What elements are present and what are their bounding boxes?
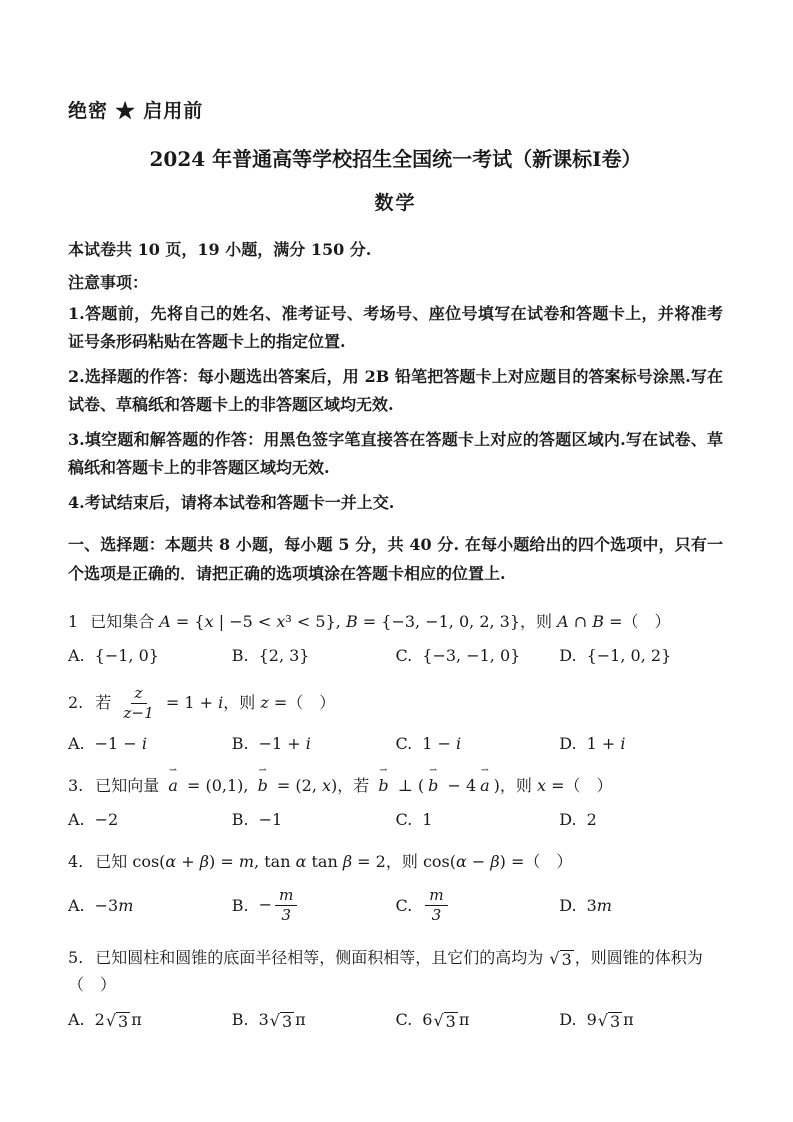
text-run: （ ） bbox=[622, 611, 671, 631]
math-run: 2 bbox=[94, 1009, 105, 1029]
text-run: ，若 bbox=[337, 775, 375, 795]
fraction-numerator: m bbox=[275, 886, 297, 906]
math-run: 3 bbox=[586, 896, 597, 916]
text-run: ，则圆锥的体积为（ ） bbox=[68, 948, 703, 995]
fraction-numerator: z bbox=[131, 684, 147, 704]
vector-symbol: b bbox=[378, 775, 389, 795]
math-run: {−3, −1, 0} bbox=[422, 645, 521, 665]
text-run: （ ） bbox=[564, 775, 613, 795]
option-content bbox=[422, 734, 461, 753]
radicand: 3 bbox=[281, 1011, 293, 1031]
fraction bbox=[119, 684, 157, 723]
math-run: = bbox=[546, 775, 565, 795]
vector-symbol: b bbox=[428, 775, 439, 795]
fraction-denominator: 3 bbox=[281, 906, 292, 925]
math-run: cos( bbox=[132, 851, 166, 871]
notice-item-1: 1.答题前，先将自己的姓名、准考证号、考场号、座位号填写在试卷和答题卡上，并将准考证号条形码粘贴在答题卡上的指定位置. bbox=[68, 304, 723, 351]
question-5 bbox=[68, 942, 723, 1029]
question-number: 5. bbox=[68, 948, 84, 968]
math-run: i bbox=[620, 733, 626, 753]
exam-title: 2024 年普通高等学校招生全国统一考试（新课标I卷） bbox=[149, 147, 642, 171]
option-content bbox=[259, 810, 283, 829]
math-run: = { bbox=[170, 611, 205, 631]
text-run: （ ） bbox=[287, 692, 336, 712]
option-content bbox=[422, 810, 432, 829]
math-run: 9 bbox=[586, 1009, 597, 1029]
option-label: D. bbox=[559, 896, 577, 916]
option-label: B. bbox=[231, 645, 249, 665]
math-run: i bbox=[305, 733, 311, 753]
math-run: ) bbox=[493, 775, 500, 795]
square-root bbox=[598, 1012, 622, 1031]
notice-item-4: 4.考试结束后，请将本试卷和答题卡一并上交. bbox=[68, 493, 395, 512]
math-run: α bbox=[165, 851, 177, 871]
math-run: = bbox=[604, 611, 623, 631]
option-label: D. bbox=[559, 645, 577, 665]
math-run: = (2, bbox=[271, 775, 323, 795]
option bbox=[68, 646, 232, 665]
math-run: i bbox=[141, 733, 147, 753]
question-number: 1 bbox=[68, 611, 79, 631]
vector-symbol: a bbox=[480, 775, 490, 795]
options-row bbox=[68, 810, 723, 829]
text-run: ，则 bbox=[223, 692, 261, 712]
fraction bbox=[275, 886, 297, 925]
math-run: | −5 < bbox=[213, 611, 277, 631]
question-2 bbox=[68, 682, 723, 753]
math-run: − 4 bbox=[442, 775, 477, 795]
math-run: A bbox=[159, 611, 171, 631]
math-run: −1 bbox=[258, 809, 283, 829]
math-run: = 2 bbox=[352, 851, 386, 871]
option bbox=[396, 810, 560, 829]
question-stem bbox=[68, 942, 723, 998]
math-run: − bbox=[466, 851, 491, 871]
option-content bbox=[587, 896, 612, 915]
option bbox=[396, 886, 560, 925]
question-3 bbox=[68, 765, 723, 829]
math-run: x bbox=[204, 611, 214, 631]
radicand: 3 bbox=[118, 1011, 129, 1031]
math-run: x bbox=[322, 775, 332, 795]
math-run: + bbox=[176, 851, 200, 871]
secrecy-label: 绝密 ★ 启用前 bbox=[68, 100, 204, 122]
vector bbox=[166, 765, 180, 799]
option-label: A. bbox=[68, 1009, 85, 1029]
option bbox=[559, 1010, 723, 1030]
math-run: α bbox=[456, 851, 467, 871]
math-run: π bbox=[131, 1009, 142, 1029]
option-label: C. bbox=[395, 733, 413, 753]
math-run: 3 bbox=[258, 1009, 269, 1029]
option bbox=[232, 810, 396, 829]
math-run: 1 bbox=[422, 809, 433, 829]
vector-arrow: ⇀ bbox=[379, 765, 388, 777]
math-run: i bbox=[456, 733, 462, 753]
text-run: 若 bbox=[95, 692, 117, 712]
option-label: A. bbox=[68, 645, 85, 665]
option-content bbox=[95, 1010, 142, 1030]
option-label: C. bbox=[395, 1009, 413, 1029]
math-run: = bbox=[268, 692, 288, 712]
math-run: = {−3, −1, 0, 2, 3} bbox=[357, 611, 521, 631]
section-one-heading: 一、选择题：本题共 8 小题，每小题 5 分，共 40 分. 在每小题给出的四个选项中，只有一个选项是正确的．请把正确的选项填涂在答题卡相应的位置上. bbox=[68, 535, 723, 583]
notice-item-3: 3.填空题和解答题的作答：用黑色签字笔直接答在答题卡上对应的答题区域内.写在试卷、草稿纸和答题卡上的非答题区域均无效. bbox=[68, 430, 723, 477]
option bbox=[68, 810, 232, 829]
math-run: x bbox=[537, 775, 547, 795]
math-run: 1 − bbox=[422, 733, 457, 753]
square-root bbox=[270, 1012, 294, 1031]
question-stem bbox=[68, 765, 723, 799]
notice-heading: 注意事项： bbox=[68, 273, 149, 292]
math-run: i bbox=[218, 692, 224, 712]
vector-arrow: ⇀ bbox=[429, 765, 438, 777]
math-run: A bbox=[557, 611, 569, 631]
option-label: C. bbox=[395, 809, 413, 829]
math-run: π bbox=[458, 1009, 470, 1029]
math-run: π bbox=[295, 1009, 306, 1029]
text-run: 已知向量 bbox=[95, 775, 165, 795]
math-run: cos( bbox=[422, 851, 456, 871]
option-content bbox=[95, 896, 134, 915]
fraction-denominator: z−1 bbox=[123, 703, 154, 722]
square-root bbox=[549, 950, 573, 969]
question-number: 3. bbox=[68, 775, 84, 795]
math-run: = 1 + bbox=[160, 692, 219, 712]
text-run: ，则 bbox=[499, 775, 538, 795]
radical-sign: √ bbox=[105, 1010, 117, 1030]
math-run: −1 + bbox=[258, 733, 306, 753]
question-stem bbox=[68, 606, 723, 635]
option bbox=[396, 646, 560, 665]
text-run: （ ） bbox=[524, 851, 573, 871]
option-content bbox=[259, 734, 311, 753]
vector bbox=[256, 765, 270, 799]
math-run: β bbox=[199, 851, 210, 871]
math-run: z bbox=[260, 692, 269, 712]
subject-title: 数学 bbox=[374, 192, 417, 214]
option-content bbox=[259, 886, 301, 925]
option bbox=[396, 734, 560, 753]
math-run: β bbox=[490, 851, 500, 871]
math-run: B bbox=[592, 611, 605, 631]
option bbox=[68, 734, 232, 753]
fraction-denominator: 3 bbox=[431, 906, 442, 925]
math-run: − bbox=[258, 895, 272, 915]
question-4 bbox=[68, 846, 723, 925]
option-content bbox=[422, 1010, 469, 1030]
option-content bbox=[587, 810, 597, 829]
math-run: m bbox=[238, 851, 255, 871]
questions bbox=[68, 606, 723, 1030]
math-run: m bbox=[118, 896, 134, 916]
question-number: 4. bbox=[68, 851, 84, 871]
math-run: ⊥ ( bbox=[392, 775, 425, 795]
math-run: −3 bbox=[94, 896, 119, 916]
math-run: 1 + bbox=[586, 733, 621, 753]
question-stem bbox=[68, 846, 723, 875]
option-content bbox=[95, 646, 159, 665]
radical-sign: √ bbox=[549, 949, 560, 969]
math-run: tan bbox=[306, 851, 343, 871]
option-content bbox=[422, 886, 450, 925]
math-run: ³ < 5}, bbox=[285, 611, 346, 631]
options-row bbox=[68, 1010, 723, 1030]
option-content bbox=[587, 1010, 634, 1030]
vector-arrow: ⇀ bbox=[480, 765, 489, 777]
notice-item-2: 2.选择题的作答：每小题选出答案后，用 2B 铅笔把答题卡上对应题目的答案标号涂黑.写在试卷、草稿纸和答题卡上的非答题区域均无效. bbox=[68, 367, 723, 414]
question-stem bbox=[68, 682, 723, 723]
radical-sign: √ bbox=[433, 1010, 444, 1030]
math-run: x bbox=[276, 611, 286, 631]
vector-arrow: ⇀ bbox=[169, 765, 178, 777]
option-label: A. bbox=[68, 809, 85, 829]
options-row bbox=[68, 734, 723, 753]
option bbox=[559, 646, 723, 665]
math-run: α bbox=[295, 851, 307, 871]
math-run: β bbox=[342, 851, 353, 871]
option bbox=[559, 896, 723, 915]
option-label: D. bbox=[559, 733, 577, 753]
option-label: D. bbox=[559, 809, 577, 829]
option bbox=[232, 886, 396, 925]
math-run: {2, 3} bbox=[258, 645, 310, 665]
math-run: −1 − bbox=[94, 733, 142, 753]
option bbox=[68, 896, 232, 915]
vector-symbol: a bbox=[168, 775, 178, 795]
option-content bbox=[259, 1010, 306, 1030]
option-content bbox=[95, 734, 147, 753]
math-run: ) = bbox=[209, 851, 239, 871]
math-run: {−1, 0, 2} bbox=[586, 645, 672, 665]
option bbox=[232, 646, 396, 665]
option bbox=[232, 1010, 396, 1030]
radicand: 3 bbox=[561, 950, 572, 970]
options-row bbox=[68, 886, 723, 925]
question-1 bbox=[68, 606, 723, 665]
options-row bbox=[68, 646, 723, 665]
vector bbox=[478, 765, 492, 799]
question-number: 2. bbox=[68, 692, 84, 712]
option-label: A. bbox=[68, 733, 85, 753]
text-run: 已知集合 bbox=[90, 611, 160, 631]
math-run: B bbox=[345, 611, 358, 631]
option-content bbox=[95, 810, 119, 829]
vector-symbol: b bbox=[257, 775, 268, 795]
radical-sign: √ bbox=[597, 1010, 608, 1030]
option-content bbox=[259, 646, 310, 665]
option-label: D. bbox=[559, 1009, 577, 1029]
vector bbox=[376, 765, 390, 799]
math-run: 2 bbox=[586, 809, 597, 829]
option-label: B. bbox=[231, 896, 249, 916]
option-label: A. bbox=[68, 896, 85, 916]
math-run: {−1, 0} bbox=[94, 645, 159, 665]
radical-sign: √ bbox=[269, 1010, 280, 1030]
text-run: ，则 bbox=[520, 611, 558, 631]
option-content bbox=[587, 646, 672, 665]
option-content bbox=[422, 646, 520, 665]
math-run: 6 bbox=[422, 1009, 433, 1029]
text-run: ，则 bbox=[385, 851, 423, 871]
option-label: B. bbox=[231, 809, 249, 829]
option bbox=[396, 1010, 560, 1030]
option bbox=[232, 734, 396, 753]
option bbox=[559, 810, 723, 829]
math-run: −2 bbox=[94, 809, 119, 829]
math-run: ) = bbox=[499, 851, 525, 871]
paper-summary: 本试卷共 10 页，19 小题，满分 150 分. bbox=[68, 240, 372, 259]
option-label: C. bbox=[395, 896, 413, 916]
text-run: 已知 bbox=[95, 851, 133, 871]
option-content bbox=[587, 734, 626, 753]
option bbox=[68, 1010, 232, 1030]
option bbox=[559, 734, 723, 753]
math-run: π bbox=[623, 1009, 634, 1029]
square-root bbox=[433, 1012, 457, 1031]
text-run: 已知圆柱和圆锥的底面半径相等，侧面积相等，且它们的高均为 bbox=[95, 948, 549, 968]
radicand: 3 bbox=[445, 1011, 456, 1031]
fraction-numerator: m bbox=[425, 886, 447, 906]
math-run: ∩ bbox=[568, 611, 593, 631]
math-run: ) bbox=[331, 775, 338, 795]
math-run: m bbox=[596, 896, 612, 916]
fraction bbox=[425, 886, 447, 925]
option-label: B. bbox=[231, 1009, 249, 1029]
square-root bbox=[106, 1012, 130, 1031]
option-label: C. bbox=[395, 645, 413, 665]
math-run: , tan bbox=[254, 851, 296, 871]
vector-arrow: ⇀ bbox=[258, 765, 267, 777]
option-label: B. bbox=[231, 733, 249, 753]
math-run: = (0,1), bbox=[181, 775, 254, 795]
vector bbox=[426, 765, 440, 799]
radicand: 3 bbox=[609, 1011, 621, 1031]
